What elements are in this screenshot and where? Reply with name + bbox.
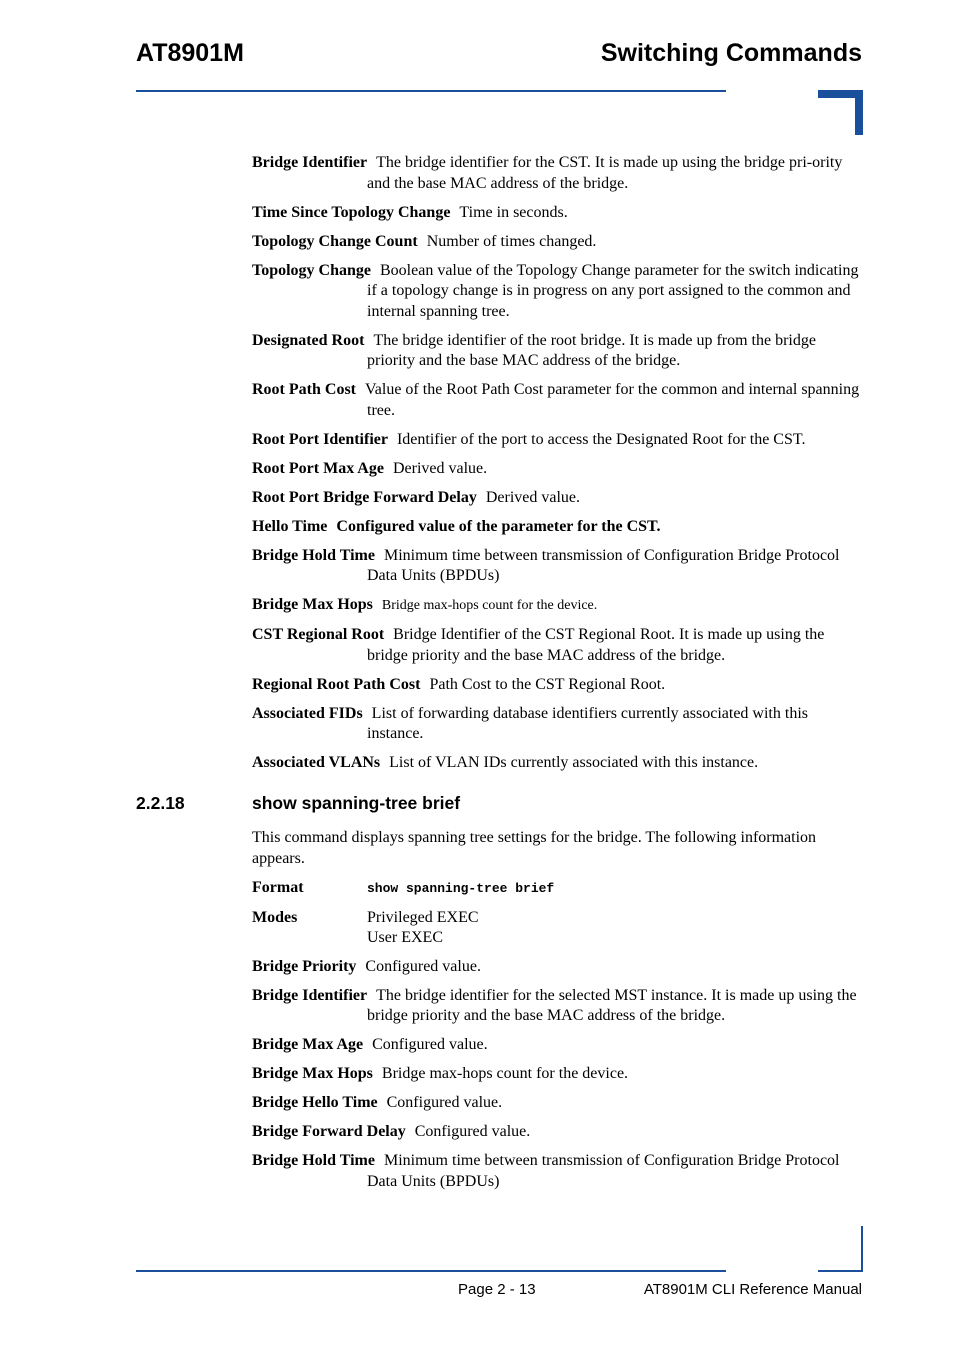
entry-bridge-identifier: Bridge Identifier The bridge identifier for the CST. It is made up using the bridge pri-ority and the base MAC address of the bridge. [252,154,843,192]
footer-rule [136,1270,726,1272]
footer-corner-mark [818,1226,863,1272]
entry-topology-change: Topology Change Boolean value of the Topology Change parameter for the switch indicating if a topology change is in progress on any port assigned to the common and internal spanning tree. [252,261,859,320]
entry-time-since-topology-change: Time Since Topology Change Time in seconds. [252,203,568,221]
entry-cst-regional-root: CST Regional Root Bridge Identifier of the CST Regional Root. It is made up using the bridge priority and the base MAC address of the bridge. [252,626,825,664]
header-product: AT8901M [136,39,244,67]
entry-topology-change-count: Topology Change Count Number of times changed. [252,232,597,250]
entry-bridge-hold-time-brief: Bridge Hold Time Minimum time between transmission of Configuration Bridge Protocol Data Units (BPDUs) [252,1152,840,1190]
modes-row [252,908,864,949]
entry-root-port-bridge-forward-delay: Root Port Bridge Forward Delay Derived value. [252,488,581,506]
entry-bridge-hold-time: Bridge Hold Time Minimum time between transmission of Configuration Bridge Protocol Data Units (BPDUs) [252,546,840,584]
header-rule [136,90,726,92]
entry-bridge-hello-time: Bridge Hello Time Configured value. [252,1094,503,1111]
entry-root-port-max-age: Root Port Max Age Derived value. [252,459,488,477]
entry-bridge-max-hops-brief: Bridge Max Hops Bridge max-hops count for the device. [252,1065,629,1082]
intro-paragraph: This command displays spanning tree settings for the bridge. The following information appears. [252,829,817,867]
entry-associated-fids: Associated FIDs List of forwarding database identifiers currently associated with this instance. [252,704,808,742]
format-command: show spanning-tree brief [367,881,555,896]
section-heading [136,791,460,815]
section-number: 2.2.18 [136,793,185,813]
entry-regional-root-path-cost: Regional Root Path Cost Path Cost to the CST Regional Root. [252,675,666,693]
section-title: show spanning-tree brief [252,793,461,813]
footer-page-number: Page 2 - 13 [458,1281,536,1298]
entry-root-path-cost: Root Path Cost Value of the Root Path Cost parameter for the common and internal spanning tree. [252,381,860,419]
definition-list-brief [252,828,864,1201]
entry-designated-root: Designated Root The bridge identifier of the root bridge. It is made up from the bridge priority and the base MAC address of the bridge. [252,331,816,369]
entry-hello-time: Hello Time Configured value of the parameter for the CST. [252,517,661,535]
header-corner-mark [818,90,863,135]
footer-manual-title: AT8901M CLI Reference Manual [643,1281,862,1298]
format-row [252,878,864,900]
entry-associated-vlans: Associated VLANs List of VLAN IDs currently associated with this instance. [252,754,759,771]
entry-root-port-identifier: Root Port Identifier Identifier of the port to access the Designated Root for the CST. [252,430,806,448]
mode-user-exec: User EXEC [367,929,443,946]
modes-label: Modes [252,908,298,926]
entry-bridge-priority: Bridge Priority Configured value. [252,957,481,975]
header-chapter-title: Switching Commands [600,39,862,67]
mode-privileged-exec: Privileged EXEC [367,908,479,926]
entry-bridge-max-age: Bridge Max Age Configured value. [252,1036,488,1053]
definition-list-cst [252,153,864,782]
entry-bridge-forward-delay: Bridge Forward Delay Configured value. [252,1123,531,1140]
entry-bridge-identifier-mst: Bridge Identifier The bridge identifier for the selected MST instance. It is made up using the bridge priority and the base MAC address of the bridge. [252,986,857,1024]
entry-bridge-max-hops: Bridge Max Hops Bridge max-hops count for the device. [252,596,598,613]
format-label: Format [252,879,304,896]
